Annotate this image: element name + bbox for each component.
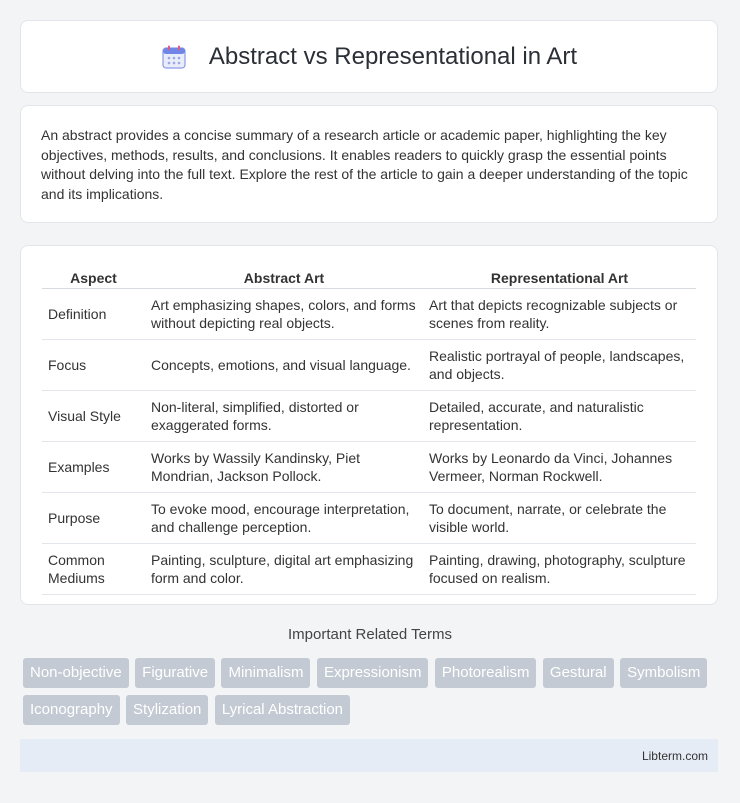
representational-cell: Painting, drawing, photography, sculpture focused on realism. [423,544,696,595]
representational-cell: Detailed, accurate, and naturalistic representation. [423,391,696,442]
related-term-tag[interactable]: Gestural [543,658,614,688]
table-row [42,289,696,340]
aspect-cell: Purpose [42,493,145,544]
column-header-aspect: Aspect [42,264,145,289]
abstract-cell: Art emphasizing shapes, colors, and forms without depicting real objects. [145,289,423,340]
related-terms-title: Important Related Terms [288,626,452,643]
comparison-table-card [20,245,718,605]
table-row [42,544,696,595]
related-term-tag[interactable]: Photorealism [435,658,537,688]
related-term-tag[interactable]: Symbolism [620,658,707,688]
table-row [42,493,696,544]
related-term-tag[interactable]: Minimalism [221,658,310,688]
representational-cell: Realistic portrayal of people, landscapes, and objects. [423,340,696,391]
abstract-cell: To evoke mood, encourage interpretation, and challenge perception. [145,493,423,544]
related-term-tag[interactable]: Figurative [135,658,215,688]
abstract-card [20,105,718,223]
related-term-tag[interactable]: Stylization [126,695,208,725]
aspect-cell: Common Mediums [42,544,145,595]
abstract-cell: Concepts, emotions, and visual language. [145,340,423,391]
table-row [42,391,696,442]
column-header-abstract-art: Abstract Art [145,264,423,289]
aspect-cell: Definition [42,289,145,340]
aspect-cell: Visual Style [42,391,145,442]
abstract-cell: Painting, sculpture, digital art emphasizing form and color. [145,544,423,595]
table-row [42,340,696,391]
footer-site-link[interactable]: Libterm.com [641,748,708,763]
representational-cell: Works by Leonardo da Vinci, Johannes Vermeer, Norman Rockwell. [423,442,696,493]
aspect-cell: Examples [42,442,145,493]
column-header-representational-art: Representational Art [423,264,696,289]
related-terms-list [23,658,723,732]
related-term-tag[interactable]: Lyrical Abstraction [215,695,350,725]
abstract-text: An abstract provides a concise summary of a research article or academic paper, highlighting the key objectives, methods, results, and conclusions. It enables readers to quickly grasp the essential points without delving into the full text. Explore the rest of the article to gain a deeper understanding of the topic and its implications. [41,127,688,202]
related-term-tag[interactable]: Non-objective [23,658,129,688]
table-row [42,442,696,493]
table-header-row [42,264,696,289]
abstract-cell: Non-literal, simplified, distorted or exaggerated forms. [145,391,423,442]
related-term-tag[interactable]: Iconography [23,695,120,725]
comparison-table [42,264,696,595]
calendar-icon [161,44,187,70]
aspect-cell: Focus [42,340,145,391]
representational-cell: To document, narrate, or celebrate the visible world. [423,493,696,544]
footer [20,739,718,772]
abstract-cell: Works by Wassily Kandinsky, Piet Mondrian, Jackson Pollock. [145,442,423,493]
representational-cell: Art that depicts recognizable subjects or scenes from reality. [423,289,696,340]
header-card [20,20,718,93]
page-title: Abstract vs Representational in Art [208,42,578,70]
related-term-tag[interactable]: Expressionism [317,658,429,688]
